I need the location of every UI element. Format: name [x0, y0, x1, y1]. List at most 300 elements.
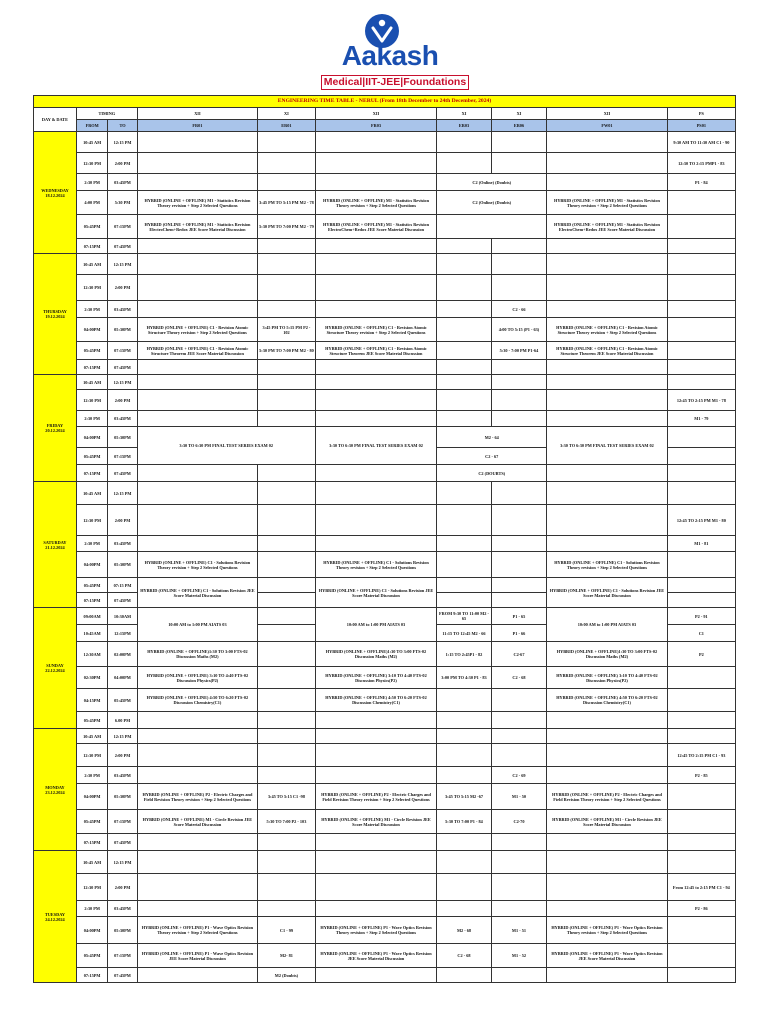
- table-row: [34, 810, 736, 834]
- class-header: XI: [491, 108, 547, 120]
- schedule-cell: C2 - 68: [437, 944, 491, 968]
- schedule-cell: [437, 275, 491, 301]
- schedule-cell: [137, 482, 257, 505]
- time-from-cell: 10:45 AM: [76, 132, 107, 153]
- table-row: [34, 968, 736, 983]
- schedule-cell: [547, 729, 667, 744]
- schedule-cell: [258, 482, 316, 505]
- day-date-cell: THURSDAY 19.12.2024: [34, 254, 77, 375]
- schedule-cell: [491, 874, 547, 901]
- schedule-cell: 5:30 PM TO 7:00 PM M2 - 80: [258, 342, 316, 360]
- schedule-cell: HYBRID (ONLINE + OFFLINE) C1 - Revision Atomic Structure Theory revision + Step 2 Selected Questions: [137, 318, 257, 342]
- timetable-title: ENGINEERING TIME TABLE - NERUL (From 18th December to 24th December, 2024): [34, 96, 736, 108]
- time-to-cell: 2:00 PM: [108, 874, 137, 901]
- time-to-cell: 07:15 PM: [108, 578, 137, 593]
- schedule-cell: [667, 851, 735, 874]
- time-from-cell: 05:45PM: [76, 342, 107, 360]
- time-to-cell: 07:45PM: [108, 239, 137, 254]
- schedule-cell: [137, 275, 257, 301]
- time-from-cell: 12:30 PM: [76, 505, 107, 536]
- table-row: [34, 153, 736, 174]
- time-from-cell: 02:30PM: [76, 667, 107, 689]
- schedule-cell: 10:00 AM to 1:00 PM AIATS 03: [315, 608, 437, 642]
- time-to-cell: 03:45PM: [108, 174, 137, 191]
- schedule-cell: [491, 901, 547, 917]
- schedule-cell: [437, 301, 491, 318]
- schedule-cell: [491, 390, 547, 411]
- schedule-cell: [491, 482, 547, 505]
- schedule-cell: 12:45 TO 2:15 PM M1 - 80: [667, 505, 735, 536]
- schedule-cell: [437, 874, 491, 901]
- schedule-cell: [137, 851, 257, 874]
- time-from-cell: 4:00 PM: [76, 191, 107, 215]
- table-row: [34, 174, 736, 191]
- schedule-cell: [437, 375, 491, 390]
- time-to-cell: 12:15 PM: [108, 482, 137, 505]
- schedule-cell: [667, 427, 735, 448]
- time-from-cell: 05:45PM: [76, 944, 107, 968]
- timetable: [33, 95, 736, 983]
- schedule-cell: 3:45 TO 5:15 M2 -67: [437, 784, 491, 810]
- schedule-cell: [547, 874, 667, 901]
- table-row: [34, 301, 736, 318]
- schedule-cell: HYBRID (ONLINE + OFFLINE) M1 - Statistics Revision ElectroChem+Redox JEE Score Material Discussion: [315, 215, 437, 239]
- schedule-cell: [437, 132, 491, 153]
- schedule-cell: [547, 254, 667, 275]
- schedule-cell: [667, 729, 735, 744]
- time-to-cell: 07:15PM: [108, 944, 137, 968]
- time-from-cell: 05:45PM: [76, 810, 107, 834]
- schedule-cell: [547, 851, 667, 874]
- schedule-cell: [547, 536, 667, 552]
- schedule-cell: HYBRID (ONLINE + OFFLINE) C1 - Revision Atomic Structure Theorem JEE Score Material Discussion: [315, 342, 437, 360]
- time-from-cell: 10:45 AM: [76, 254, 107, 275]
- table-row: [34, 411, 736, 427]
- schedule-cell: [491, 132, 547, 153]
- table-row: [34, 729, 736, 744]
- schedule-cell: HYBRID (ONLINE + OFFLINE) P1 - Wave Optics Revision JEE Score Material Discussion: [137, 944, 257, 968]
- time-to-cell: 12:15PM: [108, 625, 137, 642]
- schedule-cell: [437, 482, 491, 505]
- schedule-cell: [258, 642, 316, 667]
- time-from-cell: 12:30 PM: [76, 390, 107, 411]
- schedule-cell: [137, 301, 257, 318]
- schedule-cell: [315, 239, 437, 254]
- schedule-cell: HYBRID (ONLINE + OFFLINE) 3:10 TO 4:40 FTS-02 Discussion Physics(P2): [547, 667, 667, 689]
- schedule-cell: HYBRID (ONLINE + OFFLINE) C1 - Solutions Revision Theory revision + Step 2 Selected Questions: [315, 552, 437, 578]
- schedule-cell: M1 - 52: [491, 944, 547, 968]
- schedule-cell: [437, 593, 491, 608]
- schedule-cell: HYBRID (ONLINE + OFFLINE) P1 - Wave Optics Revision JEE Score Material Discussion: [547, 944, 667, 968]
- schedule-cell: [258, 301, 316, 318]
- schedule-cell: [667, 712, 735, 729]
- time-to-cell: 07:15PM: [108, 342, 137, 360]
- schedule-cell: [137, 465, 257, 482]
- schedule-cell: P2 - 86: [667, 901, 735, 917]
- schedule-cell: [667, 482, 735, 505]
- batch-header: FR01: [137, 120, 257, 132]
- schedule-cell: C1: [667, 625, 735, 642]
- schedule-cell: [137, 239, 257, 254]
- table-row: [34, 342, 736, 360]
- schedule-cell: [547, 239, 667, 254]
- schedule-cell: HYBRID (ONLINE + OFFLINE) 4:50 TO 6:20 FTS-02 Discussion Chemistry(C1): [547, 689, 667, 712]
- schedule-cell: [258, 874, 316, 901]
- table-row: [34, 552, 736, 578]
- schedule-cell: HYBRID (ONLINE + OFFLINE) 3:10 TO 4:40 FTS-02 Discussion Physics(P2): [315, 667, 437, 689]
- schedule-cell: [667, 810, 735, 834]
- table-row: [34, 851, 736, 874]
- time-to-cell: 07:15PM: [108, 215, 137, 239]
- time-to-cell: 05:30PM: [108, 552, 137, 578]
- table-row: [34, 744, 736, 767]
- schedule-cell: HYBRID (ONLINE + OFFLINE) C1 - Revision Atomic Structure Theory revision + Step 2 Selected Questions: [547, 318, 667, 342]
- schedule-cell: HYBRID (ONLINE + OFFLINE) M1 - Circle Revision JEE Score Material Discussion: [547, 810, 667, 834]
- time-to-cell: 05:30PM: [108, 427, 137, 448]
- time-from-cell: 04:00PM: [76, 784, 107, 810]
- schedule-cell: 12:45 TO 2:15 PM C1 - 93: [667, 744, 735, 767]
- schedule-cell: [315, 375, 437, 390]
- batch-header: ER06: [491, 120, 547, 132]
- schedule-cell: [315, 505, 437, 536]
- schedule-cell: C2 (DOUBTS): [437, 465, 547, 482]
- table-row: [34, 536, 736, 552]
- time-from-cell: 2:30 PM: [76, 411, 107, 427]
- schedule-cell: [258, 744, 316, 767]
- schedule-cell: [667, 318, 735, 342]
- schedule-cell: [667, 593, 735, 608]
- schedule-cell: 12:30 TO 2:15 PMP1 - 83: [667, 153, 735, 174]
- schedule-cell: [137, 834, 257, 851]
- schedule-cell: 5:30 - 7:00 PM P1-64: [491, 342, 547, 360]
- schedule-cell: [315, 729, 437, 744]
- schedule-cell: [491, 153, 547, 174]
- schedule-cell: [437, 360, 491, 375]
- time-from-cell: 04:00PM: [76, 427, 107, 448]
- schedule-cell: [258, 505, 316, 536]
- schedule-cell: [437, 318, 491, 342]
- time-to-cell: 6.00 PM: [108, 712, 137, 729]
- schedule-cell: [667, 275, 735, 301]
- schedule-cell: [437, 901, 491, 917]
- schedule-cell: HYBRID (ONLINE + OFFLINE) M1 - Statistics Revision Theory revision + Step 2 Selected Questions: [547, 191, 667, 215]
- day-date-cell: MONDAY 23.12.2024: [34, 729, 77, 851]
- time-from-cell: 2:30 PM: [76, 174, 107, 191]
- table-row: [34, 608, 736, 625]
- class-header: XII: [547, 108, 667, 120]
- batch-header: FR03: [315, 120, 437, 132]
- schedule-cell: C2 - 66: [491, 301, 547, 318]
- schedule-cell: HYBRID (ONLINE + OFFLINE) 4:50 TO 6:20 FTS-02 Discussion Chemistry(C1): [315, 689, 437, 712]
- schedule-cell: M1 - 50: [491, 784, 547, 810]
- table-row: [34, 505, 736, 536]
- time-from-cell: 2:30 PM: [76, 901, 107, 917]
- schedule-cell: HYBRID (ONLINE + OFFLINE) M1 - Circle Revision JEE Score Material Discussion: [137, 810, 257, 834]
- class-header: XI: [437, 108, 491, 120]
- schedule-cell: [547, 968, 667, 983]
- time-from-cell: 04:00PM: [76, 318, 107, 342]
- schedule-cell: P2 - 85: [667, 767, 735, 784]
- schedule-cell: HYBRID (ONLINE + OFFLINE) P1 - Wave Optics Revision Theory revision + Step 2 Selected Questions: [547, 917, 667, 944]
- schedule-cell: [258, 465, 316, 482]
- time-from-cell: 07:15PM: [76, 360, 107, 375]
- time-from-cell: 05:45PM: [76, 578, 107, 593]
- time-to-cell: 05:30PM: [108, 917, 137, 944]
- schedule-cell: P1 - 84: [667, 174, 735, 191]
- schedule-cell: HYBRID (ONLINE + OFFLINE) 3:10 TO 4:40 FTS-02 Discussion Physics(P2): [137, 667, 257, 689]
- schedule-cell: [491, 275, 547, 301]
- schedule-cell: [491, 552, 547, 578]
- schedule-cell: From 12:45 to 2:15 PM C1 - 94: [667, 874, 735, 901]
- schedule-cell: [315, 834, 437, 851]
- schedule-cell: [437, 411, 491, 427]
- time-from-cell: 07:15PM: [76, 834, 107, 851]
- schedule-cell: [667, 239, 735, 254]
- time-to-cell: 03:45PM: [108, 901, 137, 917]
- table-row: [34, 215, 736, 239]
- table-row: [34, 132, 736, 153]
- schedule-cell: HYBRID (ONLINE + OFFLINE) P1 - Wave Optics Revision JEE Score Material Discussion: [315, 944, 437, 968]
- schedule-cell: [547, 901, 667, 917]
- day-date-cell: TUESDAY 24.12.2024: [34, 851, 77, 983]
- time-to-cell: 03:45PM: [108, 411, 137, 427]
- time-from-cell: 07:15PM: [76, 968, 107, 983]
- schedule-cell: [437, 767, 491, 784]
- schedule-cell: [315, 360, 437, 375]
- time-from-cell: 10:45AM: [76, 625, 107, 642]
- time-from-cell: 12:30 PM: [76, 874, 107, 901]
- schedule-cell: [437, 744, 491, 767]
- schedule-cell: M1 - 51: [491, 917, 547, 944]
- schedule-cell: [315, 968, 437, 983]
- schedule-cell: [547, 360, 667, 375]
- schedule-cell: HYBRID (ONLINE + OFFLINE) C1 - Solutions Revision JEE Score Material Discussion: [315, 578, 437, 608]
- schedule-cell: [547, 301, 667, 318]
- schedule-cell: [137, 360, 257, 375]
- schedule-cell: [315, 153, 437, 174]
- schedule-cell: M2 - 68: [437, 917, 491, 944]
- schedule-cell: [258, 239, 316, 254]
- time-from-cell: 10:45 AM: [76, 851, 107, 874]
- day-date-cell: SATURDAY 21.12.2024: [34, 482, 77, 608]
- schedule-cell: HYBRID (ONLINE + OFFLINE) M1 - Circle Revision JEE Score Material Discussion: [315, 810, 437, 834]
- schedule-cell: FROM 9:30 TO 11:00 M2 - 65: [437, 608, 491, 625]
- schedule-cell: M1 - 81: [667, 536, 735, 552]
- time-from-cell: 09:00AM: [76, 608, 107, 625]
- schedule-cell: HYBRID (ONLINE + OFFLINE) C1 - Solutions Revision JEE Score Material Discussion: [547, 578, 667, 608]
- schedule-cell: [437, 342, 491, 360]
- schedule-cell: [667, 784, 735, 810]
- schedule-cell: [667, 689, 735, 712]
- schedule-cell: [315, 465, 437, 482]
- table-row: [34, 667, 736, 689]
- schedule-cell: [258, 767, 316, 784]
- day-date-cell: WEDNESDAY 18.12.2024: [34, 132, 77, 254]
- timing-header: TIMING: [76, 108, 137, 120]
- schedule-cell: [491, 593, 547, 608]
- schedule-cell: HYBRID (ONLINE + OFFLINE) M1 - Statistics Revision ElectroChem+Redox JEE Score Material Discussion: [137, 215, 257, 239]
- time-to-cell: 02:00PM: [108, 642, 137, 667]
- schedule-cell: [315, 851, 437, 874]
- schedule-cell: [437, 578, 491, 593]
- schedule-cell: [491, 729, 547, 744]
- schedule-cell: [491, 360, 547, 375]
- time-to-cell: 2:00 PM: [108, 390, 137, 411]
- time-to-cell: 12:15 PM: [108, 254, 137, 275]
- schedule-cell: [667, 552, 735, 578]
- schedule-cell: [491, 536, 547, 552]
- schedule-cell: [315, 874, 437, 901]
- time-to-cell: 07:15PM: [108, 810, 137, 834]
- schedule-cell: M2- 81: [258, 944, 316, 968]
- schedule-cell: [315, 767, 437, 784]
- time-from-cell: 05:45PM: [76, 215, 107, 239]
- time-from-cell: 12:30AM: [76, 642, 107, 667]
- schedule-cell: 3:45 PM TO 5:15 PM M2 - 78: [258, 191, 316, 215]
- schedule-cell: P1 - 65: [491, 608, 547, 625]
- time-from-cell: 07:15PM: [76, 593, 107, 608]
- schedule-cell: [667, 834, 735, 851]
- schedule-cell: [547, 132, 667, 153]
- schedule-cell: [315, 275, 437, 301]
- schedule-cell: [491, 712, 547, 729]
- schedule-cell: HYBRID (ONLINE + OFFLINE) P2 - Electric Charges and Field Revision Theory revision + Step 2 Selected Questions: [315, 784, 437, 810]
- table-row: [34, 427, 736, 448]
- schedule-cell: [315, 254, 437, 275]
- schedule-cell: [137, 712, 257, 729]
- schedule-cell: [258, 689, 316, 712]
- schedule-cell: [437, 552, 491, 578]
- table-row: [34, 944, 736, 968]
- batch-header: ER03: [437, 120, 491, 132]
- table-row: [34, 917, 736, 944]
- time-to-cell: 05:30PM: [108, 318, 137, 342]
- schedule-cell: [315, 132, 437, 153]
- schedule-cell: 12:45 TO 2:15 PM M1 - 78: [667, 390, 735, 411]
- schedule-cell: [315, 174, 437, 191]
- time-from-cell: 07:15PM: [76, 239, 107, 254]
- schedule-cell: C1 - 99: [258, 917, 316, 944]
- table-row: [34, 784, 736, 810]
- schedule-cell: [437, 968, 491, 983]
- schedule-cell: [667, 191, 735, 215]
- time-to-cell: 05:45PM: [108, 689, 137, 712]
- time-to-cell: 05:30PM: [108, 784, 137, 810]
- time-to-cell: 2:00 PM: [108, 744, 137, 767]
- schedule-cell: [547, 174, 667, 191]
- time-to-cell: 12:15 PM: [108, 729, 137, 744]
- schedule-cell: [667, 578, 735, 593]
- table-row: [34, 360, 736, 375]
- time-to-cell: 10:30AM: [108, 608, 137, 625]
- schedule-cell: [437, 851, 491, 874]
- schedule-cell: [315, 411, 437, 427]
- schedule-cell: 3:45 PM TO 5:15 PM P2 - 102: [258, 318, 316, 342]
- time-from-cell: 05:45PM: [76, 448, 107, 465]
- schedule-cell: [315, 482, 437, 505]
- table-row: [34, 642, 736, 667]
- schedule-cell: HYBRID (ONLINE + OFFLINE) C1 - Solutions Revision Theory revision + Step 2 Selected Questions: [547, 552, 667, 578]
- table-row: [34, 767, 736, 784]
- schedule-cell: HYBRID (ONLINE + OFFLINE) C1 - Revision Atomic Structure Theorem JEE Score Material Discussion: [547, 342, 667, 360]
- table-row: [34, 712, 736, 729]
- schedule-cell: [258, 834, 316, 851]
- table-row: [34, 689, 736, 712]
- batch-header: FW01: [547, 120, 667, 132]
- schedule-cell: 10:00 AM to 1:00 PM AIATS 03: [547, 608, 667, 642]
- schedule-cell: [667, 254, 735, 275]
- schedule-cell: C2 (Online) (Doubts): [437, 191, 547, 215]
- time-from-cell: 2:30 PM: [76, 767, 107, 784]
- table-row: [34, 465, 736, 482]
- schedule-cell: [437, 689, 491, 712]
- day-date-header: DAY & DATE: [34, 108, 77, 132]
- schedule-cell: 3:30 TO 6:30 PM FINAL TEST SERIES EXAM 02: [315, 427, 437, 465]
- schedule-cell: HYBRID (ONLINE + OFFLINE) C1 - Revision Atomic Structure Theory revision + Step 2 Selected Questions: [315, 318, 437, 342]
- time-from-cell: 04:15PM: [76, 689, 107, 712]
- schedule-cell: [258, 851, 316, 874]
- schedule-cell: [315, 712, 437, 729]
- table-row: [34, 275, 736, 301]
- time-to-cell: 12:15 PM: [108, 375, 137, 390]
- schedule-cell: 3:30 TO 6:30 PM FINAL TEST SERIES EXAM 02: [547, 427, 667, 465]
- schedule-cell: HYBRID (ONLINE + OFFLINE) C1 - Solutions Revision Theory revision + Step 2 Selected Questions: [137, 552, 257, 578]
- schedule-cell: [491, 834, 547, 851]
- from-header: FROM: [76, 120, 107, 132]
- schedule-cell: C2 (Online) (Doubts): [437, 174, 547, 191]
- time-to-cell: 2:00 PM: [108, 505, 137, 536]
- schedule-cell: [547, 712, 667, 729]
- schedule-cell: [547, 767, 667, 784]
- time-from-cell: 04:00PM: [76, 552, 107, 578]
- schedule-cell: [315, 744, 437, 767]
- time-to-cell: 2:00 PM: [108, 153, 137, 174]
- schedule-cell: [258, 174, 316, 191]
- schedule-cell: [258, 390, 316, 411]
- schedule-cell: [137, 390, 257, 411]
- schedule-cell: 5:30 PM TO 7:00 PM M2 - 79: [258, 215, 316, 239]
- table-row: [34, 901, 736, 917]
- time-to-cell: 5:30 PM: [108, 191, 137, 215]
- time-to-cell: 07:45PM: [108, 968, 137, 983]
- time-to-cell: 12:15 PM: [108, 851, 137, 874]
- schedule-cell: [137, 174, 257, 191]
- schedule-cell: [258, 608, 316, 625]
- schedule-cell: C2 - 67: [437, 448, 547, 465]
- schedule-cell: [137, 744, 257, 767]
- schedule-cell: [258, 254, 316, 275]
- schedule-cell: [491, 239, 547, 254]
- schedule-cell: HYBRID (ONLINE + OFFLINE) P2 - Electric Charges and Field Revision Theory revision + Step 2 Selected Questions: [547, 784, 667, 810]
- time-to-cell: 07:45PM: [108, 465, 137, 482]
- table-row: [34, 375, 736, 390]
- batch-header: ER01: [258, 120, 316, 132]
- schedule-cell: [491, 968, 547, 983]
- schedule-cell: 9:30 AM TO 11:30 AM C1 - 90: [667, 132, 735, 153]
- schedule-cell: [547, 375, 667, 390]
- schedule-cell: [667, 944, 735, 968]
- schedule-cell: [437, 254, 491, 275]
- schedule-cell: 5:30 TO 7:00 P2 - 103: [258, 810, 316, 834]
- schedule-cell: HYBRID (ONLINE + OFFLINE) P1 - Wave Optics Revision Theory revision + Step 2 Selected Questions: [137, 917, 257, 944]
- schedule-cell: [137, 505, 257, 536]
- schedule-cell: 1:15 TO 2:45P1 - 82: [437, 642, 491, 667]
- schedule-cell: [258, 360, 316, 375]
- schedule-cell: HYBRID (ONLINE + OFFLINE) 4:50 TO 6:20 FTS-02 Discussion Chemistry(C1): [137, 689, 257, 712]
- schedule-cell: [491, 411, 547, 427]
- time-from-cell: 05:45PM: [76, 712, 107, 729]
- schedule-cell: C2-67: [491, 642, 547, 667]
